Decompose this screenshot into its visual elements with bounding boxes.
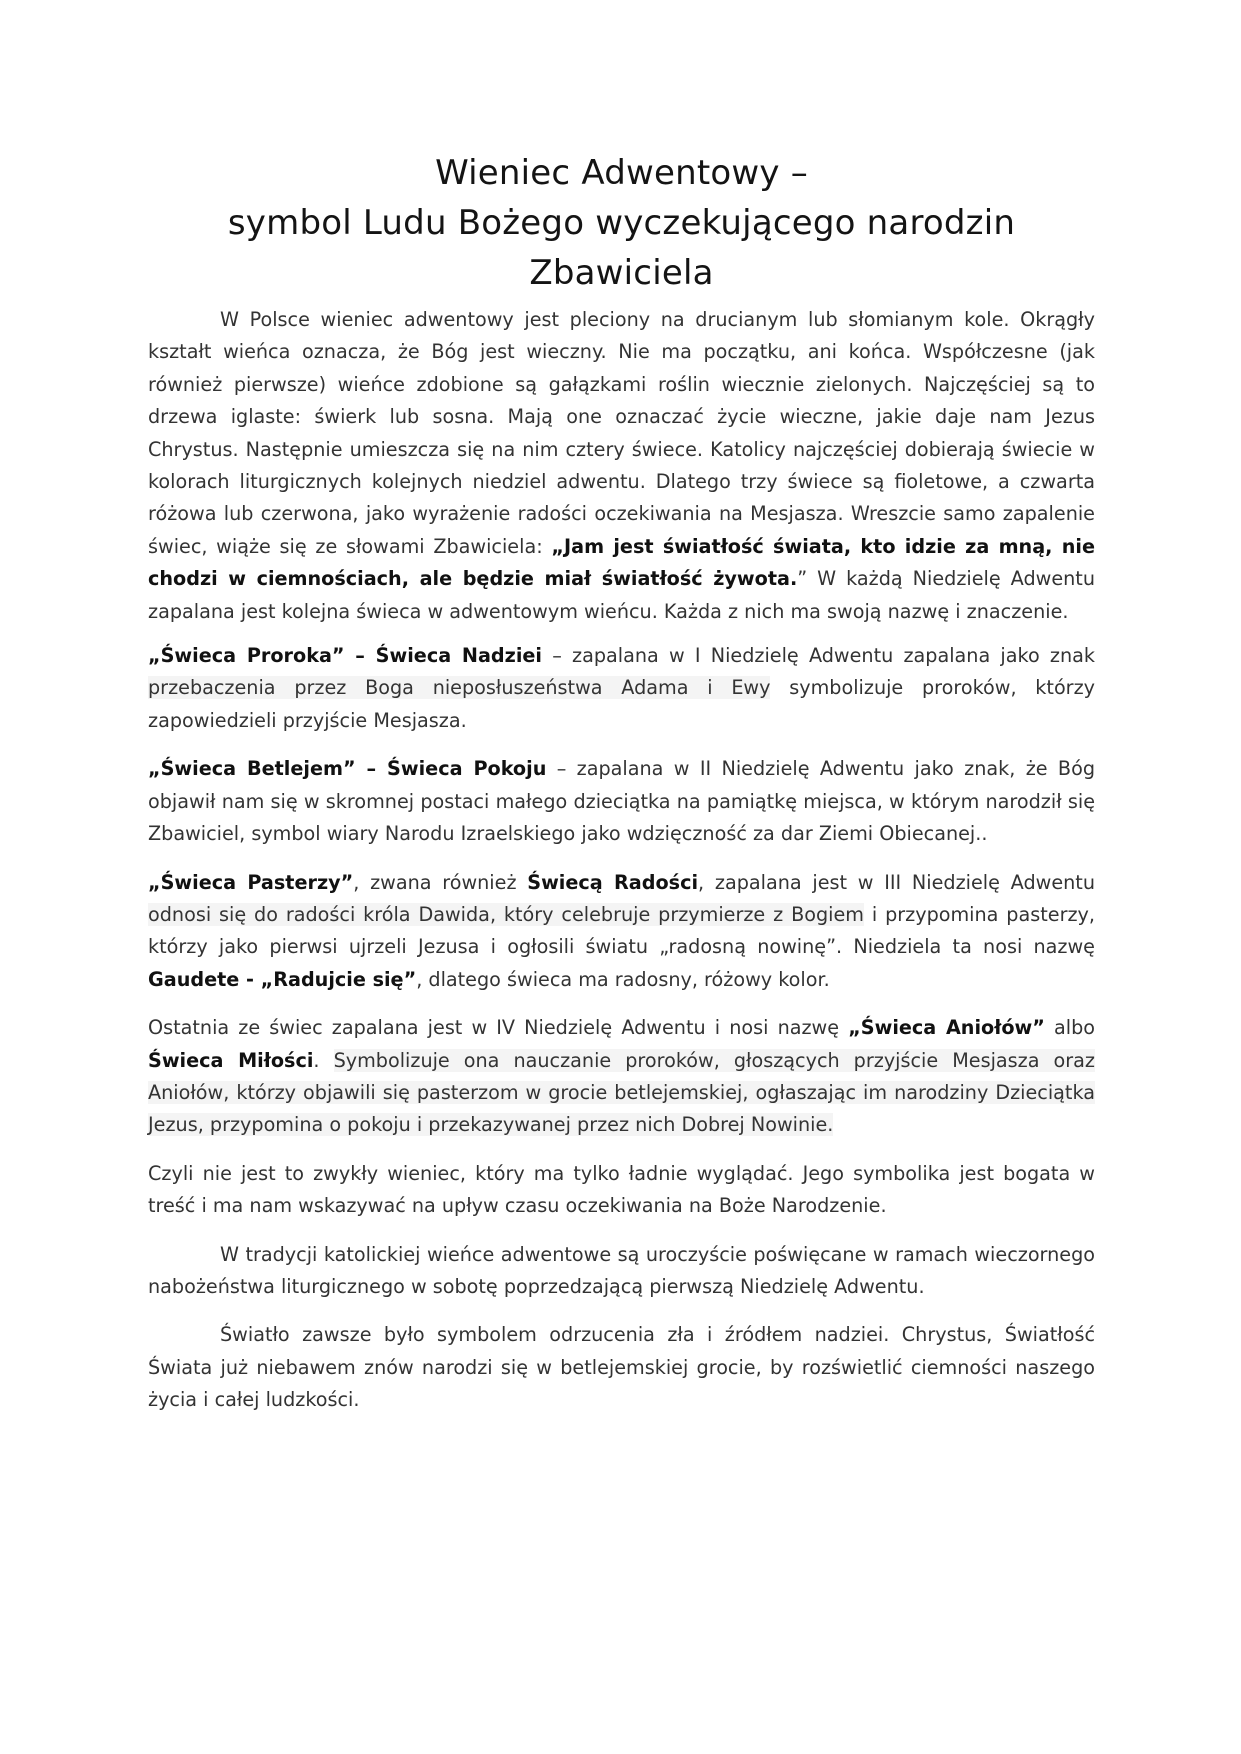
document-title <box>148 148 1095 298</box>
candle-3-gaudete: Gaudete - „Radujcie się” <box>148 967 417 991</box>
paragraph-closing <box>148 1319 1095 1416</box>
title-line-1: Wieniec Adwentowy – <box>435 153 808 193</box>
paragraph-intro <box>148 304 1095 628</box>
intro-quote: „Jam jest światłość świata, kto idzie za mną, nie chodzi w ciemnościach, ale będzie miał światłość żywota. <box>148 534 1095 591</box>
candle-3-highlight: odnosi się do radości króla Dawida, który celebruje przymierze z Bogiem <box>148 902 864 926</box>
candle-3-name: „Świeca Pasterzy” <box>148 870 354 894</box>
intro-text-end: ” W każdą Niedzielę Adwentu zapalana jest kolejna świeca w adwentowym wieńcu. Każda z nich ma swoją nazwę i znaczenie. <box>148 567 1095 623</box>
candle-4-name: „Świeca Aniołów” <box>848 1016 1045 1040</box>
paragraph-candle-1 <box>148 640 1095 737</box>
paragraph-summary <box>148 1158 1095 1223</box>
candle-4-text-3: . <box>313 1048 334 1072</box>
paragraph-candle-4 <box>148 1012 1095 1142</box>
tradition-text: W tradycji katolickiej wieńce adwentowe są uroczyście poświęcane w ramach wieczornego nabożeństwa liturgicznego w sobotę poprzedzającą pierwszą Niedzielę Adwentu. <box>148 1242 1095 1298</box>
summary-text: Czyli nie jest to zwykły wieniec, który ma tylko ładnie wyglądać. Jego symbolika jest bogata w treść i ma nam wskazywać na upływ czasu oczekiwania na Boże Narodzenie. <box>148 1161 1095 1218</box>
candle-3-text-3: i przypomina pasterzy, którzy jako pierwsi ujrzeli Jezusa i ogłosili światu „radosną nowinę”. Niedziela ta nosi nazwę <box>148 902 1095 959</box>
paragraph-candle-3 <box>148 867 1095 997</box>
paragraph-candle-2 <box>148 753 1095 850</box>
candle-3-text-end: , dlatego świeca ma radosny, różowy kolor. <box>416 967 830 991</box>
candle-2-text: – zapalana w II Niedzielę Adwentu jako znak, że Bóg objawił nam się w skromnej postaci małego dzieciątka na pamiątkę miejsca, w którym narodził się Zbawiciel, symbol wiary Narodu Izraelskiego jako wdzięczność za dar Ziemi Obiecanej.. <box>148 757 1095 846</box>
candle-1-highlight: przebaczenia przez Boga nieposłuszeństwa Adama i Ewy <box>148 676 771 700</box>
candle-4-text-2: albo <box>1044 1016 1096 1040</box>
candle-4-text: Ostatnia ze świec zapalana jest w IV Niedzielę Adwentu i nosi nazwę <box>148 1016 849 1040</box>
candle-4-alt-name: Świeca Miłości <box>148 1048 314 1072</box>
candle-3-alt-name: Świecą Radości <box>527 870 699 894</box>
candle-3-text: , zwana również <box>353 870 528 894</box>
title-line-2: symbol Ludu Bożego wyczekującego narodzin Zbawiciela <box>227 203 1016 293</box>
closing-text: Światło zawsze było symbolem odrzucenia zła i źródłem nadziei. Chrystus, Światłość Świata już niebawem znów narodzi się w betlejemskiej grocie, by rozświetlić ciemności naszego życia i całej ludzkości. <box>148 1323 1095 1412</box>
document-page <box>148 148 1095 1429</box>
candle-1-text: – zapalana w I Niedzielę Adwentu zapalana jako znak <box>542 644 1095 668</box>
candle-1-text-end: symbolizuje proroków, którzy zapowiedzieli przyjście Mesjasza. <box>148 676 1095 732</box>
paragraph-tradition <box>148 1239 1095 1304</box>
intro-text: W Polsce wieniec adwentowy jest pleciony na drucianym lub słomianym kole. Okrągły kształt wieńca oznacza, że Bóg jest wieczny. Nie ma początku, ani końca. Współczesne (jak również pierwsze) wieńce zdobione są gałązkami roślin wiecznie zielonych. Najczęściej są to drzewa iglaste: świerk lub sosna. Mają one oznaczać życie wieczne, jakie daje nam Jezus Chrystus. Następnie umieszcza się na nim cztery świece. Katolicy najczęściej dobierają świecie w kolorach liturgicznych kolejnych niedziel adwentu. Dlatego trzy świece są fioletowe, a czwarta różowa lub czerwona, jako wyrażenie radości oczekiwania na Mesjasza. Wreszcie samo zapalenie świec, wiąże się ze słowami Zbawiciela: <box>148 308 1095 558</box>
candle-3-text-2: , zapalana jest w III Niedzielę Adwentu <box>698 870 1095 894</box>
candle-2-name: „Świeca Betlejem” – Świeca Pokoju <box>148 757 547 781</box>
candle-1-name: „Świeca Proroka” – Świeca Nadziei <box>148 644 542 668</box>
candle-4-highlight: Symbolizuje ona nauczanie proroków, głoszących przyjście Mesjasza oraz Aniołów, którzy objawili się pasterzom w grocie betlejemskiej, ogłaszając im narodziny Dzieciątka Jezus, przypomina o pokoju i przekazywanej przez nich Dobrej Nowinie. <box>148 1048 1095 1137</box>
